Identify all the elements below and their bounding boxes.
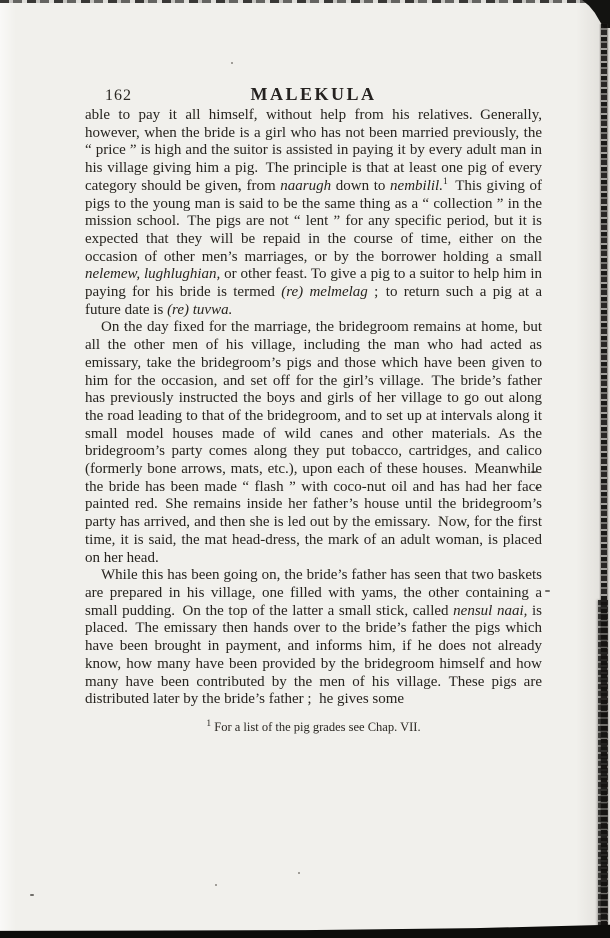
- scan-speck: [30, 894, 34, 896]
- scan-speck: [298, 872, 300, 874]
- running-head-row: [85, 84, 542, 108]
- scan-speck: [545, 590, 550, 592]
- scan-bottom-edge: [0, 921, 610, 938]
- scan-top-edge: [0, 0, 610, 3]
- paragraph: able to pay it all himself, without help from his relatives. Generally, however, when the bride is a girl who has not been married previously, the “ price ” is high and the suitor is assisted in paying it by every adult man in his village giving him a pig. The principle is that at least one pig of every category should be given, from naarugh down to nembilil.$^1$ This giving of pigs to the young man is said to be the same thing as a “ collection ” in the mission school. The pigs are not “ lent ” for any specific period, but it is expected that they will be repaid in the course of time, either on the occasion of other men’s marriages, or by the borrower holding a small nelemew, lughlughian, or other feast. To give a pig to a suitor to help him in paying for his bride is termed (re) melmelag ; to return such a pig at a future date is (re) tuvwa.: [85, 107, 543, 318]
- scan-speck: [215, 884, 217, 886]
- body-text: [85, 107, 542, 735]
- footnote: [85, 720, 542, 735]
- paragraph: While this has been going on, the bride’s father has seen that two baskets are prepared in his village, one filled with yams, the other containing a small pudding. On the top of the latter a small stick, called nensul naai, is placed. The emissary then hands over to the bride’s father the pigs which have been brought in payment, and informs him, if he does not already know, how many have been provided by the bridegroom himself and how many have been contributed by the men of his village. These pigs are distributed later by the bride’s father ; he gives some: [85, 567, 542, 708]
- footnote-marker: 1: [206, 718, 212, 729]
- footnote-text: For a list of the pig grades see Chap. VII.: [211, 719, 421, 734]
- paragraph: On the day fixed for the marriage, the bridegroom remains at home, but all the other men of his village, including the man who had acted as emissary, take the bridegroom’s pigs and those which have been given to him for the occasion, and set off for the girl’s village. The bride’s father has previously instructed the boys and girls of her village to go out along the road leading to that of the bridegroom, and to set up at intervals along it small model houses made of wild canes and other materials. As the bridegroom’s party comes along they put tobacco, cartridges, and calico (formerly bone arrows, mats, etc.), upon each of these houses. Meanwhile the bride has been made “ flash ” with coco-nut oil and has had her face painted red. She remains inside her father’s house until the bridegroom’s party has arrived, and then she is led out by the emissary. Now, for the first time, it is said, the mat head-dress, the mark of an adult woman, is placed on her head.: [85, 319, 542, 566]
- scan-speck: [231, 62, 233, 64]
- page-number: 162: [105, 87, 132, 104]
- running-header-title: MALEKULA: [250, 84, 377, 104]
- scan-page-edge-band-lower: [598, 600, 608, 930]
